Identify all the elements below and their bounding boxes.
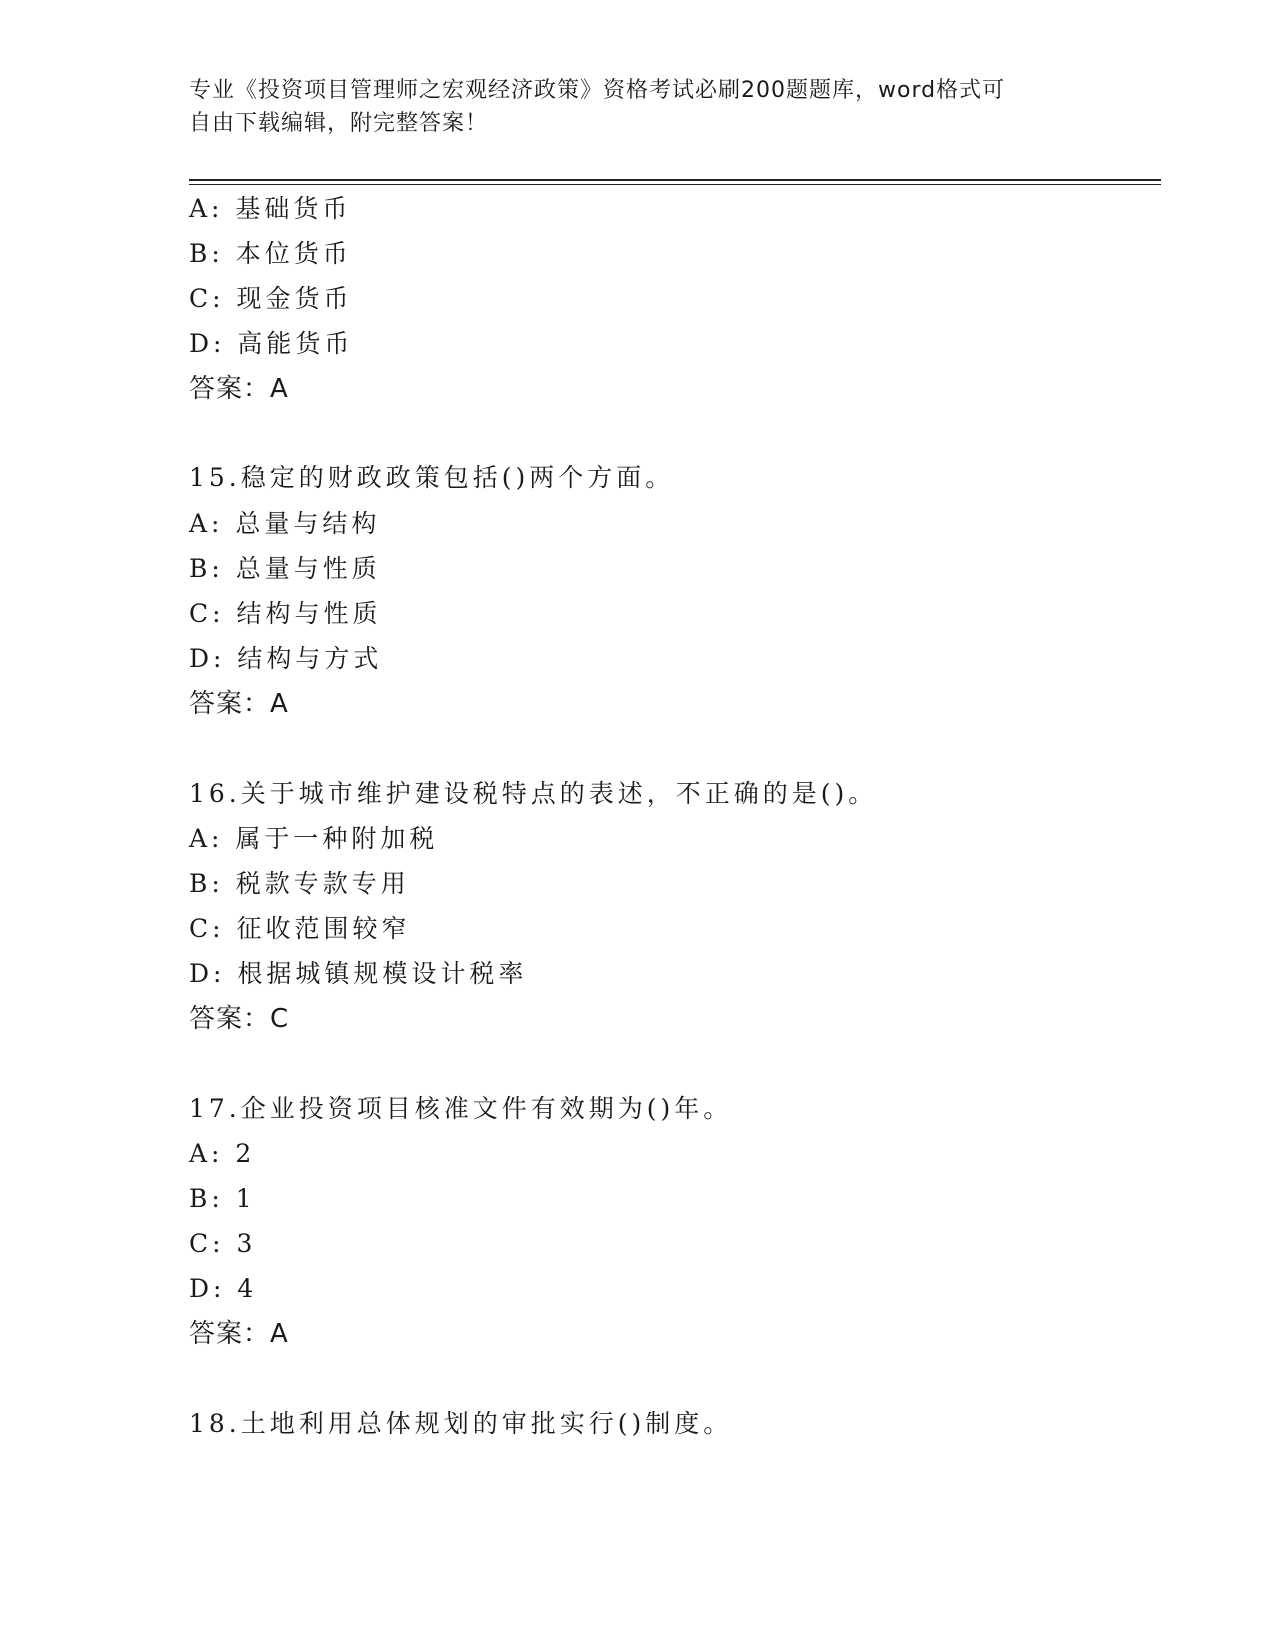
q15-question: 15.稳定的财政政策包括()两个方面。	[189, 463, 675, 492]
q15-answer: 答案：A	[189, 689, 289, 719]
q16-option-b: B: 税款专款专用	[189, 869, 410, 898]
q15-option-a: A: 总量与结构	[189, 509, 381, 538]
q18-question: 18.土地利用总体规划的审批实行()制度。	[189, 1409, 733, 1438]
q16-option-a: A: 属于一种附加税	[189, 824, 439, 853]
header-line-2: 自由下载编辑，附完整答案！	[189, 111, 489, 136]
header-rule-thin	[189, 184, 1161, 185]
q15-option-c: C: 结构与性质	[189, 599, 382, 628]
q17-option-a: A: 2	[189, 1139, 256, 1168]
q16-answer: 答案：C	[189, 1004, 290, 1034]
q14-answer: 答案：A	[189, 374, 289, 404]
header-rule-thick	[189, 179, 1161, 181]
q17-option-d: D: 4	[189, 1274, 258, 1303]
q16-option-d: D: 根据城镇规模设计税率	[189, 959, 528, 988]
header-line-1: 专业《投资项目管理师之宏观经济政策》资格考试必刷200题题库，word格式可	[189, 78, 1006, 103]
q14-option-c: C: 现金货币	[189, 284, 353, 313]
q14-option-a: A: 基础货币	[189, 194, 352, 223]
q17-option-b: B: 1	[189, 1184, 256, 1213]
q16-question: 16.关于城市维护建设税特点的表述，不正确的是()。	[189, 779, 878, 808]
q17-answer: 答案：A	[189, 1319, 289, 1349]
q16-option-c: C: 征收范围较窄	[189, 914, 411, 943]
q17-question: 17.企业投资项目核准文件有效期为()年。	[189, 1094, 733, 1123]
document-header	[189, 74, 1089, 140]
q15-option-d: D: 结构与方式	[189, 644, 383, 673]
q14-option-b: B: 本位货币	[189, 239, 352, 268]
q14-option-d: D: 高能货币	[189, 329, 354, 358]
q17-option-c: C: 3	[189, 1229, 257, 1258]
q15-option-b: B: 总量与性质	[189, 554, 381, 583]
